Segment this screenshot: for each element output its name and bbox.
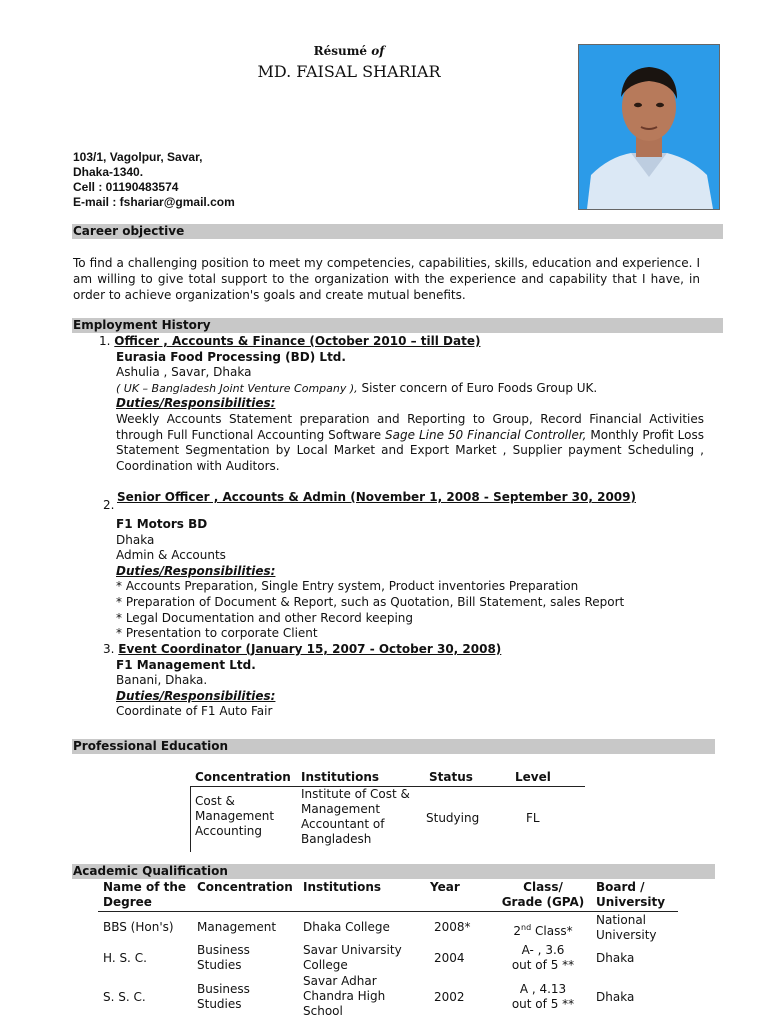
acad-row-3-concentration: Business Studies: [197, 982, 250, 1011]
job-1-location: Ashulia , Savar, Dhaka: [116, 365, 252, 380]
prof-status: Studying: [426, 811, 480, 825]
job-1-note: ( UK – Bangladesh Joint Venture Company ), Sister concern of Euro Foods Group UK.: [116, 380, 598, 395]
job-2-duty-3: * Legal Documentation and other Record keeping: [116, 610, 414, 625]
address-line-2: Dhaka-1340.: [73, 165, 144, 179]
acad-header-grade: Class/ Grade (GPA): [501, 880, 585, 909]
prof-left-rule: [190, 786, 191, 852]
job-2-duty-4: * Presentation to corporate Client: [116, 626, 318, 641]
acad-header-year: Year: [430, 880, 460, 894]
job-2-duty-2: * Preparation of Document & Report, such as Quotation, Bill Statement, sales Report: [116, 594, 625, 609]
job-2-duties-label: Duties/Responsibilities:: [116, 563, 276, 578]
address-line-1: 103/1, Vagolpur, Savar,: [73, 150, 203, 164]
email-address: E-mail : fshariar@gmail.com: [73, 195, 235, 209]
acad-row-2-institution: Savar Univarsity College: [303, 943, 402, 972]
job-3-title: Event Coordinator (January 15, 2007 - October 30, 2008): [118, 642, 502, 656]
career-objective-text: To find a challenging position to meet my competencies, capabilities, skills, education and experience. I am willing to give total support to the organization with the experience and capability that I have, in order to achieve organization's goals and create mutual benefits.: [73, 256, 700, 302]
contact-block: [73, 150, 235, 210]
prof-header-concentration: Concentration: [195, 770, 291, 784]
acad-row-3-degree: S. S. C.: [103, 990, 146, 1004]
acad-row-2-year: 2004: [434, 951, 465, 965]
acad-row-2-board: Dhaka: [596, 951, 635, 965]
job-1-title: Officer , Accounts & Finance (October 2010 – till Date): [114, 334, 481, 348]
academic-qualification-heading: Academic Qualification: [72, 864, 715, 879]
acad-header-rule: [98, 911, 678, 912]
prof-level: FL: [526, 811, 540, 825]
professional-table: [190, 768, 585, 852]
acad-header-degree: Name of the Degree: [103, 880, 187, 909]
acad-row-1-institution: Dhaka College: [303, 920, 390, 934]
acad-row-1-concentration: Management: [197, 920, 277, 934]
job-3-number: 3.: [103, 642, 115, 656]
acad-row-2-degree: H. S. C.: [103, 951, 147, 965]
acad-row-1-year: 2008*: [434, 920, 471, 934]
academic-table: [98, 879, 678, 1024]
job-3-location: Banani, Dhaka.: [116, 673, 208, 688]
acad-row-1-grade: 2nd Class*: [513, 923, 573, 938]
job-1-duties-label: Duties/Responsibilities:: [116, 396, 276, 411]
job-1-number: 1.: [99, 334, 111, 348]
prof-institution: Institute of Cost & Management Accountant of Bangladesh: [301, 787, 410, 846]
acad-row-1-board: National University: [596, 913, 657, 942]
prof-header-institutions: Institutions: [301, 770, 380, 784]
job-2-department: Admin & Accounts: [116, 548, 226, 563]
career-objective-heading: Career objective: [72, 224, 723, 239]
professional-education-heading: Professional Education: [72, 739, 715, 754]
job-1: [99, 334, 704, 474]
profile-photo: [578, 44, 720, 210]
acad-row-3-institution: Savar Adhar Chandra High School: [303, 974, 386, 1018]
job-3: [103, 642, 708, 720]
acad-header-board: Board / University: [596, 880, 666, 909]
employment-history-heading: Employment History: [72, 318, 723, 333]
cell-number: Cell : 01190483574: [73, 180, 179, 194]
job-3-duties-label: Duties/Responsibilities:: [116, 688, 276, 703]
job-1-duties: Weekly Accounts Statement preparation and Reporting to Group, Record Financial Activities through Full Functional Accounting Software Sage Line 50 Financial Controller, Monthly Profit Loss Statement Segmentation by Local Market and Export Market , Supplier payment Scheduling , Coordination with Auditors.: [116, 411, 704, 473]
acad-row-3-year: 2002: [434, 990, 465, 1004]
acad-header-institutions: Institutions: [303, 880, 382, 894]
job-2-company: F1 Motors BD: [116, 517, 208, 531]
acad-row-3-grade: A , 4.13 out of 5 **: [511, 982, 575, 1011]
acad-row-3-board: Dhaka: [596, 990, 635, 1004]
job-2-number: 2.: [103, 498, 115, 512]
job-2: [103, 490, 708, 642]
acad-row-2-grade: A- , 3.6 out of 5 **: [511, 943, 575, 972]
prof-concentration: Cost & Management Accounting: [195, 794, 275, 838]
prof-header-status: Status: [429, 770, 473, 784]
job-3-company: F1 Management Ltd.: [116, 657, 256, 672]
acad-header-concentration: Concentration: [197, 880, 293, 894]
job-2-location: Dhaka: [116, 532, 155, 547]
resume-title: Résumé of: [313, 44, 385, 58]
job-3-duty: Coordinate of F1 Auto Fair: [116, 704, 273, 719]
acad-row-1-degree: BBS (Hon's): [103, 920, 174, 934]
prof-header-level: Level: [515, 770, 551, 784]
job-2-title: Senior Officer , Accounts & Admin (November 1, 2008 - September 30, 2009): [117, 490, 636, 504]
job-2-duty-1: * Accounts Preparation, Single Entry system, Product inventories Preparation: [116, 579, 579, 594]
job-1-company: Eurasia Food Processing (BD) Ltd.: [116, 349, 346, 364]
applicant-name: MD. FAISAL SHARIAR: [257, 62, 441, 81]
acad-row-2-concentration: Business Studies: [197, 943, 250, 972]
